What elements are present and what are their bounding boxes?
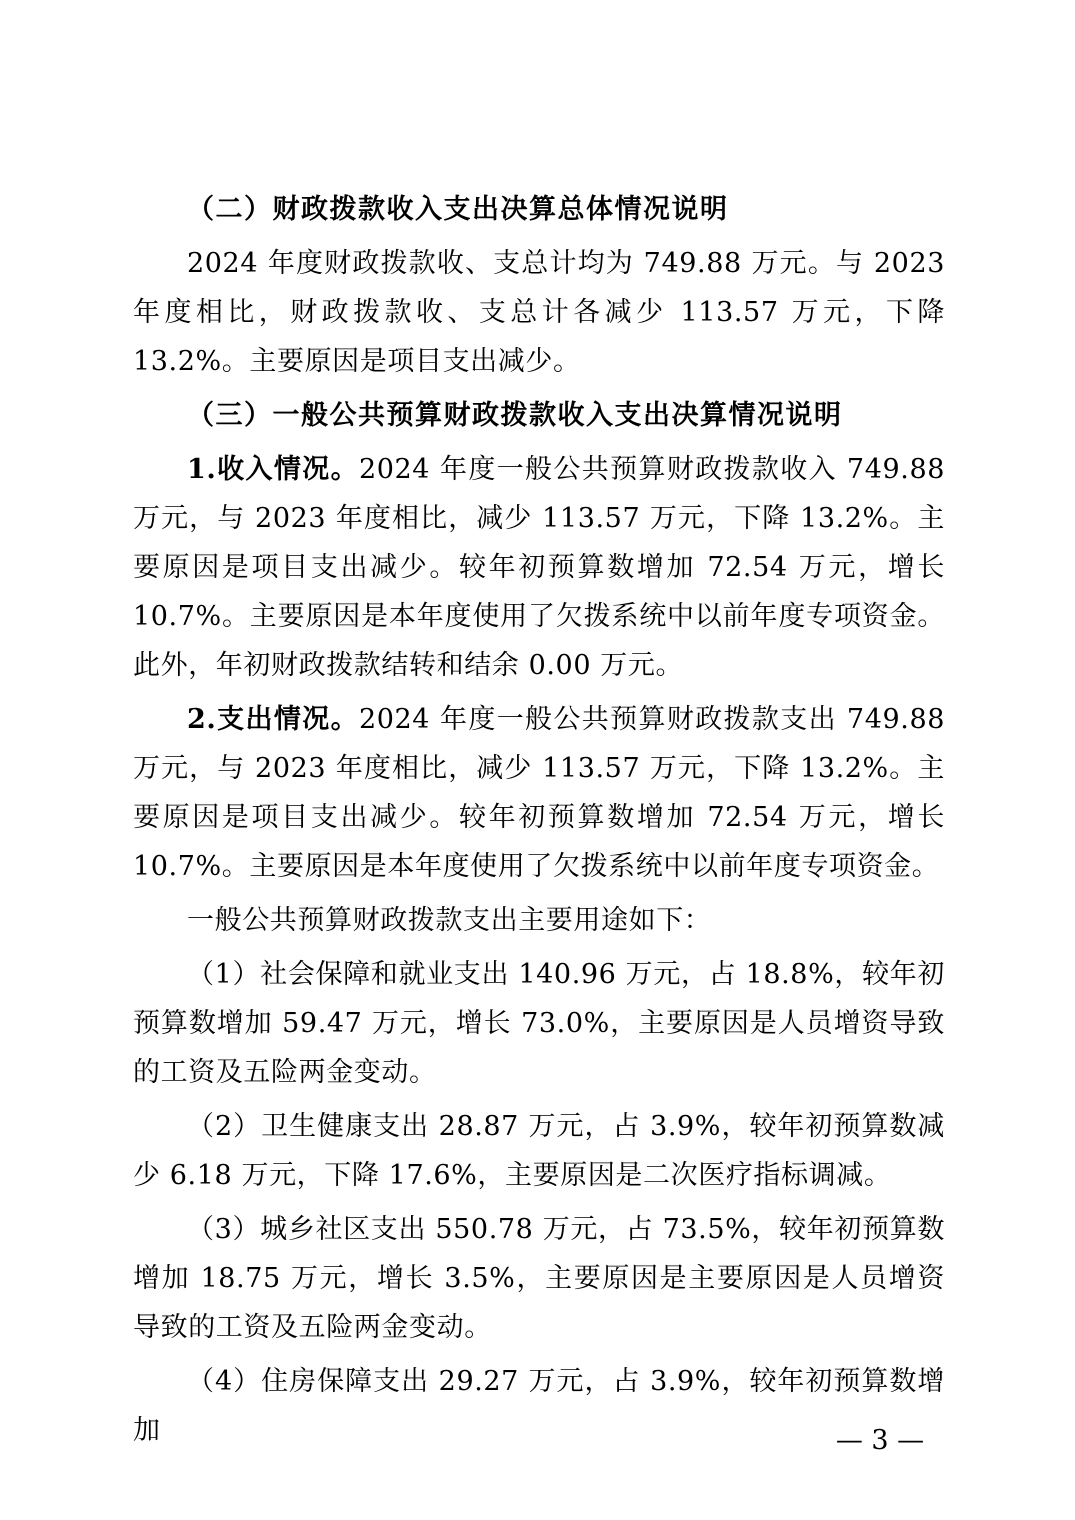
- page-number: — 3 —: [835, 1425, 925, 1456]
- expenditure-lead: 2.支出情况。: [187, 704, 359, 735]
- paragraph-item-2: （2）卫生健康支出 28.87 万元，占 3.9%，较年初预算数减少 6.18 万元，下降 17.6%，主要原因是二次医疗指标调减。: [133, 1111, 945, 1191]
- income-text: 2024 年度一般公共预算财政拨款收入 749.88 万元，与 2023 年度相比，减少 113.57 万元，下降 13.2%。主要原因是项目支出减少。较年初预算数增加 72.54 万元，增长 10.7%。主要原因是本年度使用了欠拨系统中以前年度专项资金。此外，年初财政拨款结转和结余 0.00 万元。: [133, 454, 946, 681]
- paragraph-usage-intro: 一般公共预算财政拨款支出主要用途如下：: [187, 905, 712, 936]
- expenditure-text: 2024 年度一般公共预算财政拨款支出 749.88 万元，与 2023 年度相比，减少 113.57 万元，下降 13.2%。主要原因是项目支出减少。较年初预算数增加 72.54 万元，增长 10.7%。主要原因是本年度使用了欠拨系统中以前年度专项资金。: [133, 704, 946, 882]
- paragraph-income: [133, 445, 945, 690]
- paragraph-expenditure: [133, 695, 945, 891]
- section-heading-2: （二）财政拨款收入支出决算总体情况说明: [187, 194, 729, 225]
- document-body: [133, 185, 945, 1460]
- section-heading-3: （三）一般公共预算财政拨款收入支出决算情况说明: [187, 400, 843, 431]
- paragraph-item-3: （3）城乡社区支出 550.78 万元，占 73.5%，较年初预算数增加 18.75 万元，增长 3.5%，主要原因是主要原因是人员增资导致的工资及五险两金变动。: [133, 1214, 945, 1343]
- income-lead: 1.收入情况。: [187, 454, 359, 485]
- paragraph-overall-summary: 2024 年度财政拨款收、支总计均为 749.88 万元。与 2023 年度相比，财政拨款收、支总计各减少 113.57 万元，下降 13.2%。主要原因是项目支出减少。: [133, 248, 945, 377]
- paragraph-item-1: （1）社会保障和就业支出 140.96 万元，占 18.8%，较年初预算数增加 59.47 万元，增长 73.0%，主要原因是人员增资导致的工资及五险两金变动。: [133, 959, 945, 1088]
- paragraph-item-4: （4）住房保障支出 29.27 万元，占 3.9%，较年初预算数增加: [133, 1366, 945, 1446]
